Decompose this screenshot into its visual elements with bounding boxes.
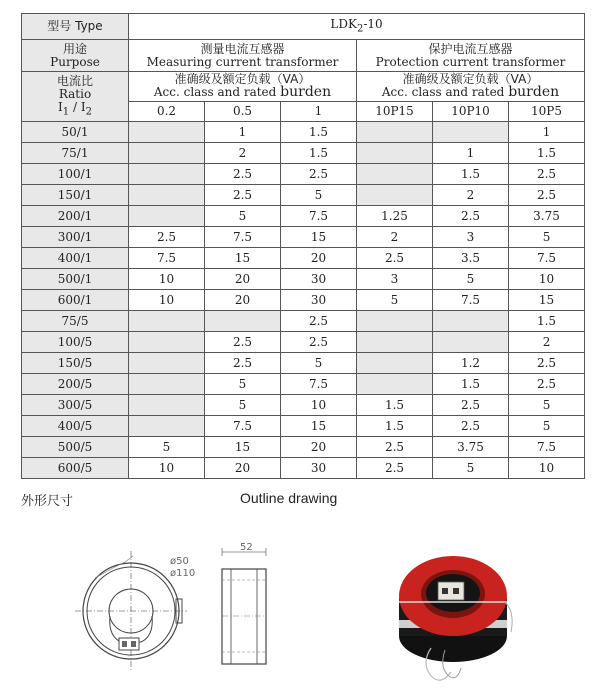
value-cell: 1.5 xyxy=(281,122,357,143)
model-cell: $LDK_2-10$ xyxy=(129,14,585,40)
ratio-cell: 300/5 xyxy=(22,395,129,416)
value-cell xyxy=(357,164,433,185)
value-cell: 7.5 xyxy=(433,290,509,311)
value-cell xyxy=(129,416,205,437)
ratio-cell: 200/1 xyxy=(22,206,129,227)
value-cell: 2.5 xyxy=(433,395,509,416)
value-cell xyxy=(357,332,433,353)
value-cell: 20 xyxy=(205,290,281,311)
ratio-cell: 100/5 xyxy=(22,332,129,353)
value-cell: 30 xyxy=(281,290,357,311)
value-cell: 3.75 xyxy=(433,437,509,458)
value-cell: 1 xyxy=(509,122,585,143)
value-cell xyxy=(129,206,205,227)
value-cell: 2.5 xyxy=(281,164,357,185)
value-cell: 7.5 xyxy=(509,437,585,458)
inner-diameter-label: ø50 xyxy=(170,556,189,567)
protection-acc-header: 准确级及额定负载（VA） Acc. class and rated burden xyxy=(357,72,585,102)
value-cell: 5 xyxy=(205,206,281,227)
table-row xyxy=(22,353,585,374)
value-cell xyxy=(433,122,509,143)
value-cell: 2.5 xyxy=(357,248,433,269)
value-cell: 1.5 xyxy=(357,395,433,416)
value-cell: 10 xyxy=(281,395,357,416)
outer-diameter-label: ø110 xyxy=(170,568,196,579)
value-cell: 5 xyxy=(281,353,357,374)
accuracy-class-4: 10P10 xyxy=(433,102,509,122)
outline-caption-en: Outline drawing xyxy=(240,490,338,506)
value-cell: 15 xyxy=(509,290,585,311)
value-cell: 1.25 xyxy=(357,206,433,227)
ratio-cell: 600/5 xyxy=(22,458,129,479)
table-body xyxy=(22,122,585,479)
value-cell: 1.5 xyxy=(281,143,357,164)
value-cell: 20 xyxy=(281,437,357,458)
value-cell: 1.5 xyxy=(509,311,585,332)
spec-table xyxy=(21,13,585,479)
value-cell: 5 xyxy=(205,395,281,416)
measuring-header: 测量电流互感器 Measuring current transformer xyxy=(129,40,357,72)
value-cell: 10 xyxy=(129,290,205,311)
value-cell xyxy=(357,185,433,206)
value-cell xyxy=(129,374,205,395)
value-cell xyxy=(129,164,205,185)
ratio-cell: 300/1 xyxy=(22,227,129,248)
value-cell: 2.5 xyxy=(205,164,281,185)
table-row xyxy=(22,269,585,290)
ratio-cell: 50/1 xyxy=(22,122,129,143)
value-cell: 5 xyxy=(433,269,509,290)
side-view-drawing xyxy=(214,542,274,672)
value-cell: 5 xyxy=(509,227,585,248)
ratio-cell: 150/5 xyxy=(22,353,129,374)
table-row xyxy=(22,458,585,479)
accuracy-class-3: 10P15 xyxy=(357,102,433,122)
value-cell: 2.5 xyxy=(509,164,585,185)
value-cell xyxy=(129,185,205,206)
value-cell: 1.5 xyxy=(433,374,509,395)
accuracy-class-5: 10P5 xyxy=(509,102,585,122)
value-cell: 10 xyxy=(509,269,585,290)
value-cell: 2.5 xyxy=(205,332,281,353)
table-row xyxy=(22,395,585,416)
value-cell xyxy=(357,311,433,332)
purpose-header: 用途 Purpose xyxy=(22,40,129,72)
accuracy-class-1: 0.5 xyxy=(205,102,281,122)
table-row xyxy=(22,248,585,269)
table-row xyxy=(22,290,585,311)
table-row xyxy=(22,437,585,458)
value-cell: 10 xyxy=(129,269,205,290)
value-cell: 10 xyxy=(129,458,205,479)
value-cell: 15 xyxy=(205,248,281,269)
value-cell: 7.5 xyxy=(205,416,281,437)
product-photo xyxy=(385,538,525,690)
value-cell: 2.5 xyxy=(509,353,585,374)
value-cell xyxy=(357,143,433,164)
value-cell: 1.5 xyxy=(357,416,433,437)
value-cell: 5 xyxy=(357,290,433,311)
value-cell xyxy=(129,395,205,416)
ratio-cell: 400/5 xyxy=(22,416,129,437)
value-cell: 3.5 xyxy=(433,248,509,269)
value-cell xyxy=(129,143,205,164)
value-cell: 2.5 xyxy=(205,353,281,374)
value-cell: 7.5 xyxy=(205,227,281,248)
table-row xyxy=(22,143,585,164)
value-cell: 2.5 xyxy=(509,374,585,395)
table-row xyxy=(22,311,585,332)
value-cell: 1.5 xyxy=(509,143,585,164)
value-cell xyxy=(433,332,509,353)
ratio-cell: 75/5 xyxy=(22,311,129,332)
table-row xyxy=(22,227,585,248)
ratio-header: 电流比 Ratio $I_1 / I_2$ xyxy=(22,72,129,122)
value-cell xyxy=(357,353,433,374)
value-cell: 1.5 xyxy=(433,164,509,185)
value-cell: 5 xyxy=(509,416,585,437)
value-cell: 2 xyxy=(509,332,585,353)
value-cell: 1 xyxy=(433,143,509,164)
value-cell: 20 xyxy=(205,269,281,290)
value-cell: 30 xyxy=(281,269,357,290)
value-cell: 5 xyxy=(205,374,281,395)
value-cell: 1 xyxy=(205,122,281,143)
value-cell: 2.5 xyxy=(433,206,509,227)
value-cell: 2 xyxy=(205,143,281,164)
value-cell: 2.5 xyxy=(281,311,357,332)
table-row xyxy=(22,374,585,395)
ratio-cell: 75/1 xyxy=(22,143,129,164)
value-cell xyxy=(129,311,205,332)
accuracy-class-2: 1 xyxy=(281,102,357,122)
value-cell: 2.5 xyxy=(129,227,205,248)
value-cell: 2 xyxy=(433,185,509,206)
value-cell xyxy=(129,122,205,143)
value-cell xyxy=(357,374,433,395)
table-row xyxy=(22,206,585,227)
value-cell xyxy=(129,332,205,353)
ratio-cell: 150/1 xyxy=(22,185,129,206)
accuracy-class-0: 0.2 xyxy=(129,102,205,122)
value-cell: 15 xyxy=(205,437,281,458)
ratio-cell: 600/1 xyxy=(22,290,129,311)
value-cell: 3 xyxy=(357,269,433,290)
value-cell: 5 xyxy=(433,458,509,479)
value-cell: 20 xyxy=(205,458,281,479)
ratio-cell: 400/1 xyxy=(22,248,129,269)
value-cell: 2.5 xyxy=(357,437,433,458)
value-cell: 7.5 xyxy=(281,374,357,395)
width-dimension-label: 52 xyxy=(240,542,253,553)
protection-header: 保护电流互感器 Protection current transformer xyxy=(357,40,585,72)
value-cell xyxy=(129,353,205,374)
type-label: 型号 Type xyxy=(22,14,129,40)
outline-caption-cn: 外形尺寸 xyxy=(21,494,74,509)
value-cell: 2.5 xyxy=(357,458,433,479)
value-cell: 5 xyxy=(129,437,205,458)
measuring-acc-header: 准确级及额定负载（VA） Acc. class and rated burden xyxy=(129,72,357,102)
value-cell: 15 xyxy=(281,416,357,437)
value-cell: 7.5 xyxy=(509,248,585,269)
value-cell xyxy=(357,122,433,143)
ratio-cell: 100/1 xyxy=(22,164,129,185)
ratio-cell: 200/5 xyxy=(22,374,129,395)
value-cell: 1.2 xyxy=(433,353,509,374)
table-row xyxy=(22,332,585,353)
ratio-cell: 500/1 xyxy=(22,269,129,290)
value-cell: 2.5 xyxy=(433,416,509,437)
value-cell: 7.5 xyxy=(129,248,205,269)
table-row xyxy=(22,185,585,206)
table-row xyxy=(22,122,585,143)
value-cell: 2.5 xyxy=(281,332,357,353)
value-cell: 3 xyxy=(433,227,509,248)
table-row xyxy=(22,164,585,185)
value-cell: 2.5 xyxy=(205,185,281,206)
value-cell: 30 xyxy=(281,458,357,479)
table-row xyxy=(22,416,585,437)
value-cell xyxy=(433,311,509,332)
value-cell: 2 xyxy=(357,227,433,248)
value-cell xyxy=(205,311,281,332)
ratio-cell: 500/5 xyxy=(22,437,129,458)
value-cell: 10 xyxy=(509,458,585,479)
value-cell: 20 xyxy=(281,248,357,269)
value-cell: 7.5 xyxy=(281,206,357,227)
value-cell: 2.5 xyxy=(509,185,585,206)
value-cell: 5 xyxy=(509,395,585,416)
value-cell: 15 xyxy=(281,227,357,248)
value-cell: 5 xyxy=(281,185,357,206)
value-cell: 3.75 xyxy=(509,206,585,227)
